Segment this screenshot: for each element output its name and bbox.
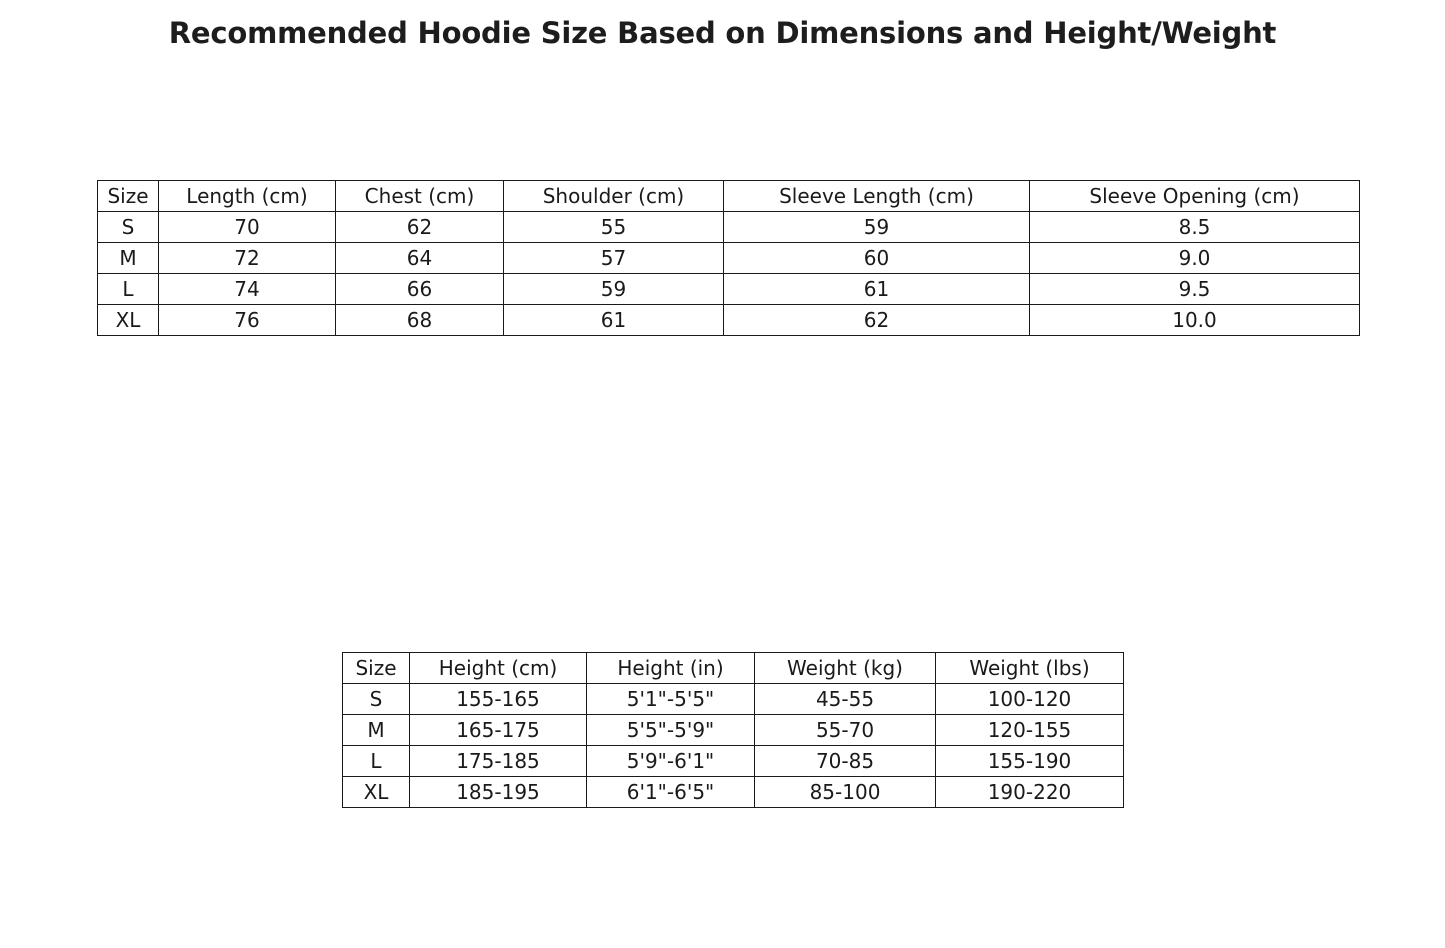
cell-height-cm: 165-175 — [410, 715, 587, 746]
table-row — [343, 746, 1124, 777]
table-row — [98, 212, 1360, 243]
cell-sleeve-length: 61 — [724, 274, 1030, 305]
cell-size: L — [98, 274, 159, 305]
cell-height-in: 5'1"-5'5" — [587, 684, 755, 715]
cell-chest: 68 — [336, 305, 504, 336]
cell-height-in: 5'9"-6'1" — [587, 746, 755, 777]
column-header-size: Size — [98, 181, 159, 212]
cell-weight-kg: 70-85 — [755, 746, 936, 777]
cell-height-in: 6'1"-6'5" — [587, 777, 755, 808]
table-row — [98, 305, 1360, 336]
cell-length: 70 — [159, 212, 336, 243]
cell-sleeve-opening: 10.0 — [1030, 305, 1360, 336]
column-header-sleeve-opening: Sleeve Opening (cm) — [1030, 181, 1360, 212]
cell-length: 72 — [159, 243, 336, 274]
column-header-length: Length (cm) — [159, 181, 336, 212]
column-header-weight-lbs: Weight (lbs) — [936, 653, 1124, 684]
cell-sleeve-length: 62 — [724, 305, 1030, 336]
cell-weight-kg: 45-55 — [755, 684, 936, 715]
cell-length: 76 — [159, 305, 336, 336]
cell-shoulder: 61 — [504, 305, 724, 336]
table-row — [343, 777, 1124, 808]
cell-sleeve-opening: 8.5 — [1030, 212, 1360, 243]
height-weight-table — [342, 652, 1124, 808]
cell-height-cm: 185-195 — [410, 777, 587, 808]
cell-shoulder: 57 — [504, 243, 724, 274]
column-header-weight-kg: Weight (kg) — [755, 653, 936, 684]
cell-size: S — [98, 212, 159, 243]
cell-height-cm: 175-185 — [410, 746, 587, 777]
hoodie-dimensions-table — [97, 180, 1360, 336]
table-row — [98, 243, 1360, 274]
cell-chest: 64 — [336, 243, 504, 274]
cell-shoulder: 55 — [504, 212, 724, 243]
cell-shoulder: 59 — [504, 274, 724, 305]
table-header-row — [98, 181, 1360, 212]
cell-size: XL — [343, 777, 410, 808]
cell-weight-lbs: 120-155 — [936, 715, 1124, 746]
cell-weight-lbs: 155-190 — [936, 746, 1124, 777]
table-row — [343, 715, 1124, 746]
cell-size: S — [343, 684, 410, 715]
cell-sleeve-opening: 9.5 — [1030, 274, 1360, 305]
page-title: Recommended Hoodie Size Based on Dimensions and Height/Weight — [168, 16, 1277, 50]
cell-size: L — [343, 746, 410, 777]
cell-size: M — [343, 715, 410, 746]
column-header-sleeve-length: Sleeve Length (cm) — [724, 181, 1030, 212]
column-header-shoulder: Shoulder (cm) — [504, 181, 724, 212]
table-header-row — [343, 653, 1124, 684]
cell-size: XL — [98, 305, 159, 336]
cell-size: M — [98, 243, 159, 274]
column-header-chest: Chest (cm) — [336, 181, 504, 212]
column-header-height-cm: Height (cm) — [410, 653, 587, 684]
cell-weight-lbs: 190-220 — [936, 777, 1124, 808]
cell-chest: 66 — [336, 274, 504, 305]
cell-weight-kg: 85-100 — [755, 777, 936, 808]
cell-sleeve-length: 59 — [724, 212, 1030, 243]
column-header-size: Size — [343, 653, 410, 684]
cell-weight-lbs: 100-120 — [936, 684, 1124, 715]
cell-height-in: 5'5"-5'9" — [587, 715, 755, 746]
table-row — [98, 274, 1360, 305]
column-header-height-in: Height (in) — [587, 653, 755, 684]
cell-height-cm: 155-165 — [410, 684, 587, 715]
table-row — [343, 684, 1124, 715]
cell-weight-kg: 55-70 — [755, 715, 936, 746]
cell-chest: 62 — [336, 212, 504, 243]
cell-length: 74 — [159, 274, 336, 305]
cell-sleeve-opening: 9.0 — [1030, 243, 1360, 274]
cell-sleeve-length: 60 — [724, 243, 1030, 274]
